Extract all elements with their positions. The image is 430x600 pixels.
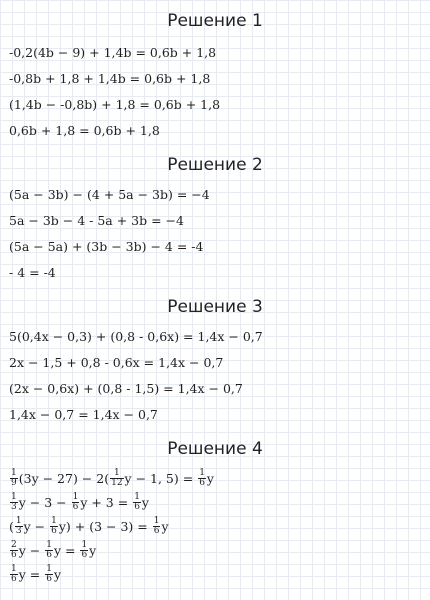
fraction-numerator: 1 bbox=[199, 468, 205, 478]
fraction bbox=[80, 541, 88, 560]
fraction-numerator: 1 bbox=[153, 516, 160, 526]
solution-1-line-2: -0,8b + 1,8 + 1,4b = 0,6b + 1,8 bbox=[9, 71, 211, 86]
fraction-denominator: 3 bbox=[15, 526, 22, 536]
fraction-numerator: 1 bbox=[51, 516, 57, 526]
solution-3-line-4: 1,4x − 0,7 = 1,4x − 0,7 bbox=[9, 407, 158, 422]
fraction-denominator: 6 bbox=[153, 526, 160, 536]
fraction-denominator: 9 bbox=[11, 478, 17, 488]
solution-4-line-4: $\frac{2}{6}$ y − $\frac{1}{6}$ y = $\frac{1}{6}$ y bbox=[11, 540, 97, 560]
fraction-denominator: 6 bbox=[11, 574, 17, 584]
solution-1-title: Решение 1 bbox=[167, 11, 263, 31]
fraction-numerator: 1 bbox=[15, 516, 22, 526]
fraction-numerator: 1 bbox=[11, 468, 17, 478]
fraction bbox=[153, 517, 161, 536]
fraction-numerator: 1 bbox=[46, 540, 52, 550]
fraction-numerator: 1 bbox=[81, 540, 88, 550]
solution-3-line-3: (2x − 0,6x) + (0,8 - 1,5) = 1,4x − 0,7 bbox=[9, 381, 243, 396]
fraction-denominator: 6 bbox=[199, 478, 205, 488]
fraction bbox=[72, 493, 80, 512]
solution-3-line-1: 5(0,4x − 0,3) + (0,8 - 0,6x) = 1,4x − 0,7 bbox=[9, 329, 263, 344]
fraction-denominator: 12 bbox=[111, 478, 123, 488]
fraction-numerator: 1 bbox=[110, 469, 123, 479]
fraction-numerator: 1 bbox=[134, 492, 140, 502]
fraction-denominator: 6 bbox=[51, 526, 57, 536]
solution-3-line-2: 2x − 1,5 + 0,8 - 0,6x = 1,4x − 0,7 bbox=[9, 355, 224, 370]
solution-2-line-1: (5a − 3b) − (4 + 5a − 3b) = −4 bbox=[9, 187, 210, 202]
solution-2-title: Решение 2 bbox=[167, 155, 263, 175]
solution-4-line-3: ( $\frac{1}{3}$ y − $\frac{1}{6}$ y) + (3 − 3) = $\frac{1}{6}$ y bbox=[9, 516, 169, 536]
fraction bbox=[10, 541, 18, 560]
fraction bbox=[110, 469, 123, 488]
solution-2-line-3: (5a − 5a) + (3b − 3b) − 4 = -4 bbox=[9, 239, 204, 254]
fraction-denominator: 6 bbox=[72, 502, 79, 512]
fraction-numerator: 1 bbox=[72, 492, 79, 502]
fraction bbox=[45, 565, 53, 584]
fraction bbox=[133, 493, 141, 512]
fraction-numerator: 1 bbox=[11, 492, 17, 502]
fraction-denominator: 6 bbox=[134, 502, 140, 512]
solution-2-line-2: 5a − 3b − 4 - 5a + 3b = −4 bbox=[9, 213, 184, 228]
solution-2-line-4: - 4 = -4 bbox=[9, 265, 56, 280]
fraction bbox=[10, 493, 18, 512]
fraction bbox=[10, 565, 18, 584]
solution-1-line-3: (1,4b − -0,8b) + 1,8 = 0,6b + 1,8 bbox=[9, 97, 221, 112]
fraction-denominator: 6 bbox=[46, 550, 52, 560]
fraction bbox=[198, 469, 206, 488]
fraction-denominator: 6 bbox=[46, 574, 52, 584]
solution-1-line-1: -0,2(4b − 9) + 1,4b = 0,6b + 1,8 bbox=[9, 45, 217, 60]
fraction-denominator: 6 bbox=[11, 550, 17, 560]
fraction bbox=[15, 517, 23, 536]
fraction-numerator: 1 bbox=[11, 564, 17, 574]
fraction-denominator: 6 bbox=[81, 550, 88, 560]
solution-4-line-2: $\frac{1}{3}$ y − 3 − $\frac{1}{6}$ y + 3 = $\frac{1}{6}$ y bbox=[11, 492, 149, 512]
fraction bbox=[50, 517, 58, 536]
solution-4-line-1: $\frac{1}{9}$ (3y − 27) − 2( $\frac{1}{12}$ y − 1, 5) = $\frac{1}{6}$ y bbox=[11, 468, 214, 488]
fraction-numerator: 2 bbox=[11, 540, 17, 550]
fraction bbox=[10, 469, 18, 488]
fraction-denominator: 3 bbox=[11, 502, 17, 512]
solution-3-title: Решение 3 bbox=[167, 297, 263, 317]
solution-1-line-4: 0,6b + 1,8 = 0,6b + 1,8 bbox=[9, 123, 160, 138]
fraction bbox=[45, 541, 53, 560]
fraction-numerator: 1 bbox=[46, 564, 52, 574]
solution-4-title: Решение 4 bbox=[167, 439, 263, 459]
solution-4-line-5: $\frac{1}{6}$ y = $\frac{1}{6}$ y bbox=[11, 564, 62, 584]
